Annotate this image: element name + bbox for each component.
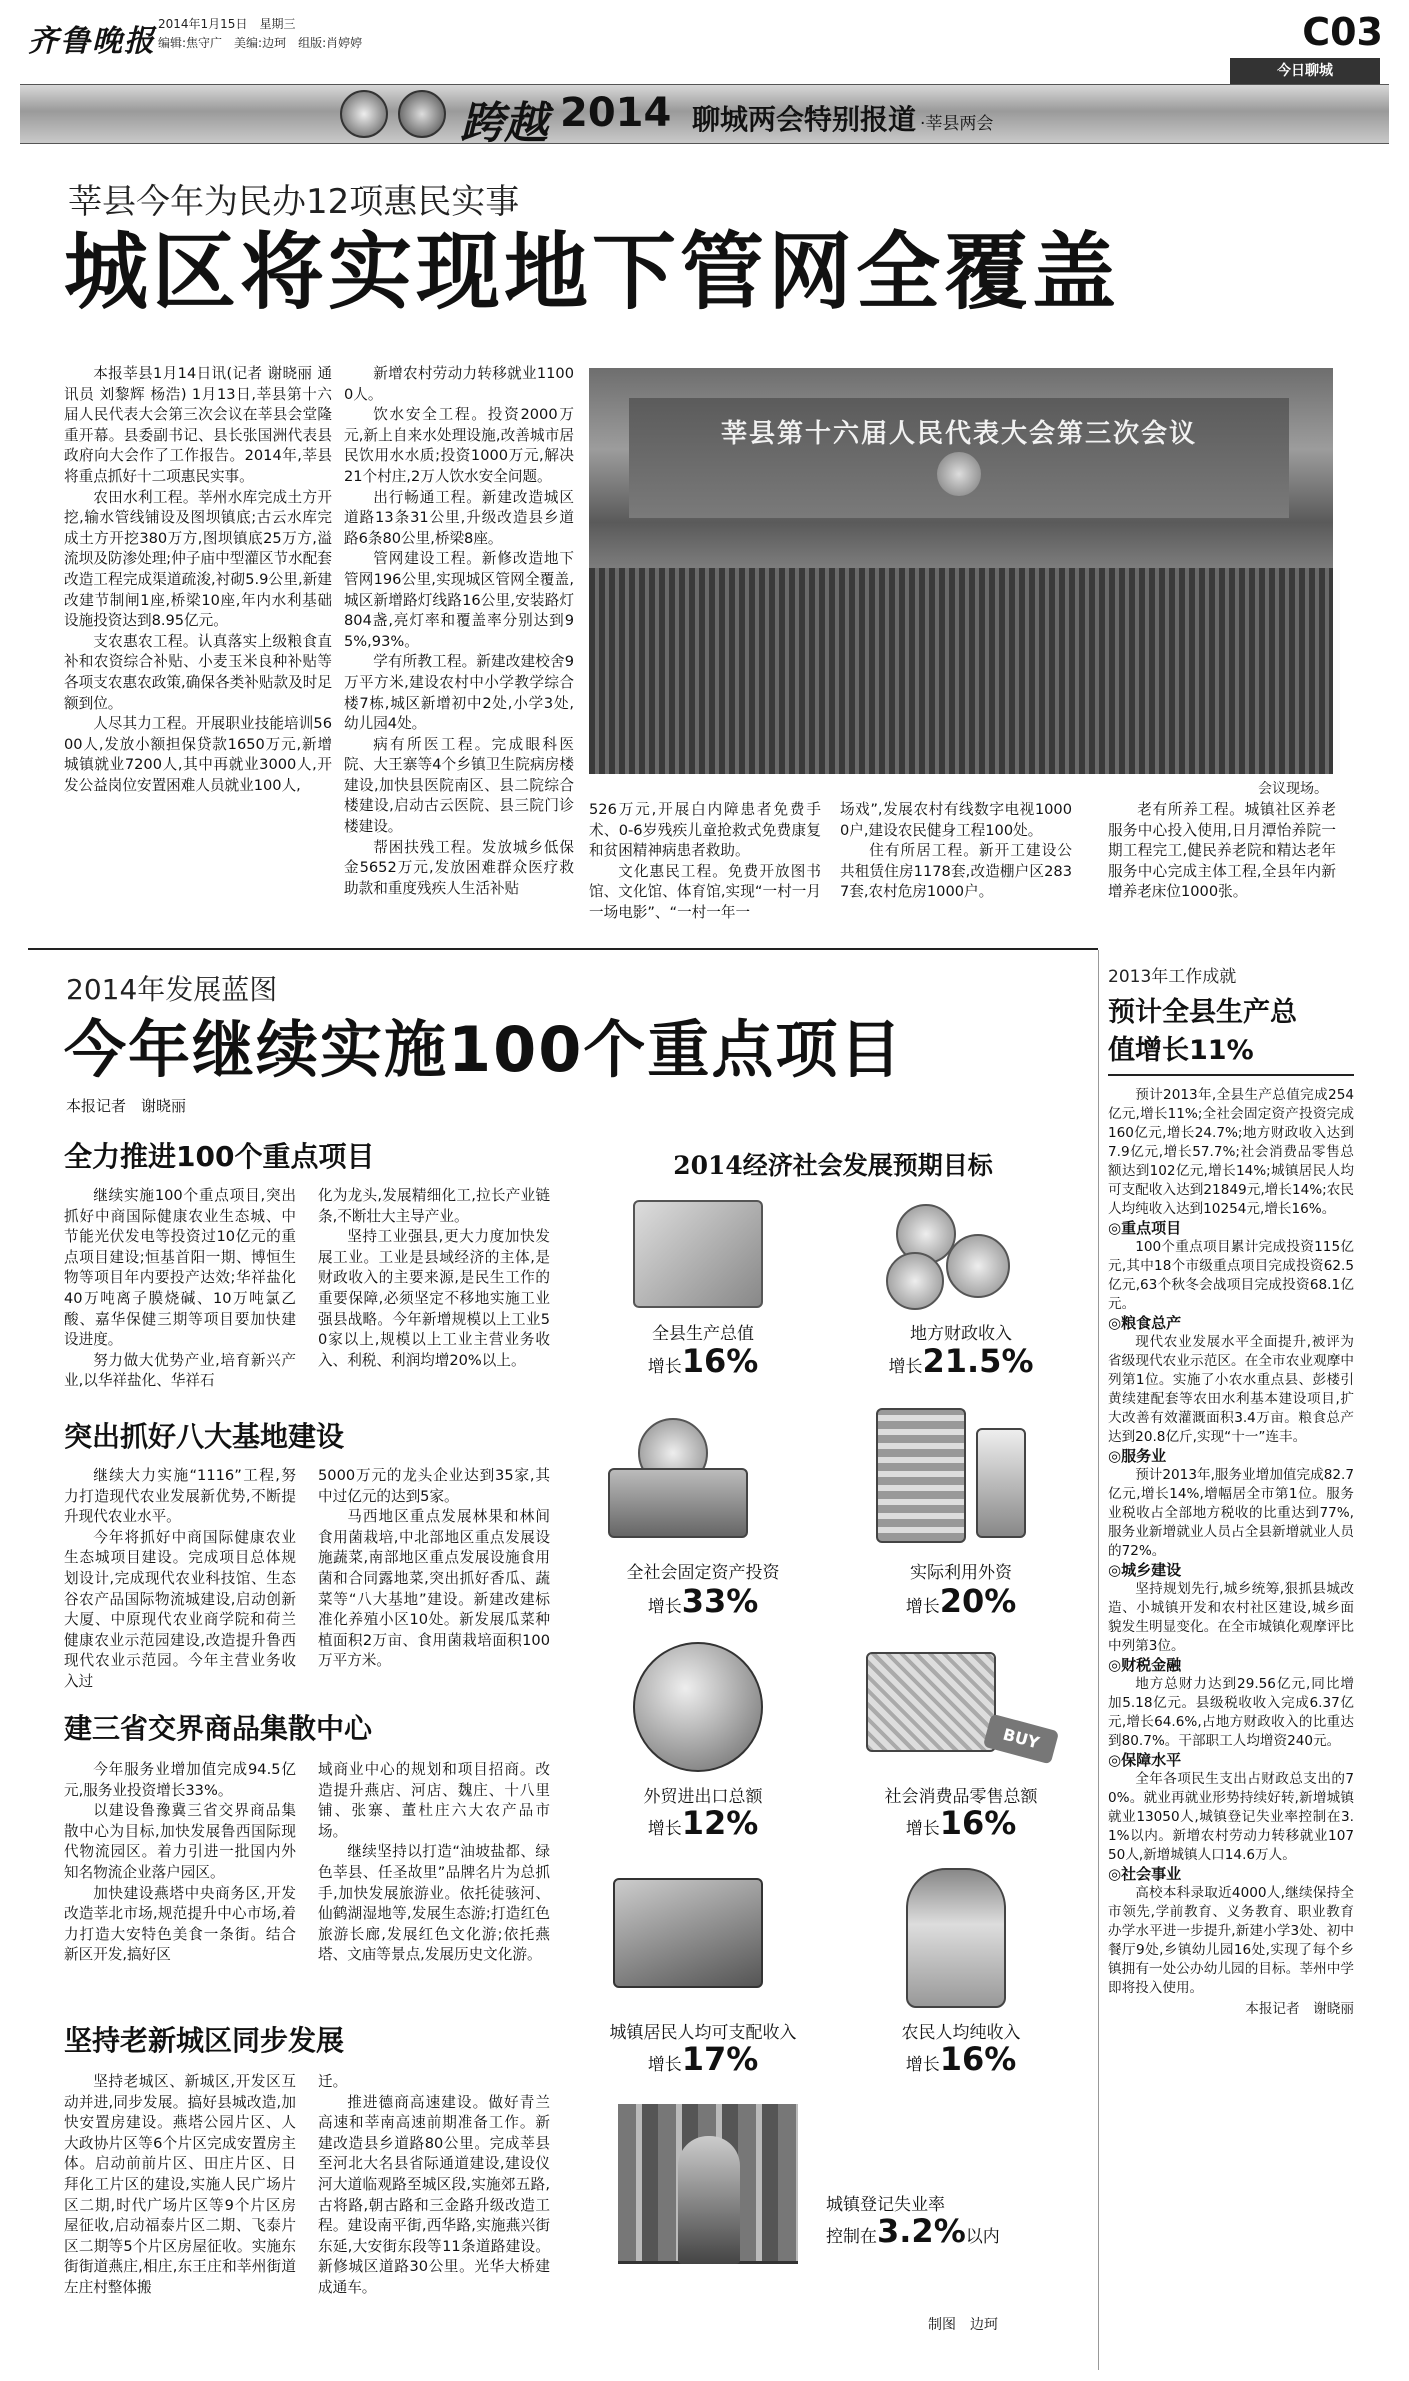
sidebar-item-title: ◎粮食总产 <box>1108 1314 1182 1332</box>
s3-col2 <box>318 1760 550 1966</box>
paragraph: 5000万元的龙头企业达到35家,其中过亿元的达到5家。 <box>318 1467 550 1505</box>
emblem-icon <box>340 90 388 138</box>
sidebar-item-title: ◎城乡建设 <box>1108 1561 1182 1579</box>
globe-icon <box>633 1642 763 1772</box>
tile-value <box>836 1804 1086 1842</box>
tile-value-number: 16% <box>681 1342 759 1380</box>
paragraph: 新增农村劳动力转移就业11000人。 <box>344 365 574 403</box>
tile-label: 全社会固定资产投资 <box>626 1563 780 1583</box>
photo-caption: 会议现场。 <box>1258 781 1328 797</box>
tile-prefix: 增长 <box>647 1597 682 1617</box>
tile-value-number: 17% <box>681 2040 759 2078</box>
paragraph: 继续大力实施“1116”工程,努力打造现代农业发展新优势,不断提升现代农业水平。 <box>64 1467 296 1526</box>
tile-fiscal <box>836 1194 1086 1394</box>
tile-label: 城镇居民人均可支配收入 <box>609 2023 797 2043</box>
paragraph: 努力做大优势产业,培育新兴产业,以华祥盐化、华祥石 <box>64 1351 296 1390</box>
s2-col2 <box>318 1466 550 1672</box>
tile-prefix: 增长 <box>647 1819 682 1839</box>
unemployment-prefix: 控制在 <box>826 2227 877 2247</box>
dollar-sign-icon <box>976 1428 1026 1538</box>
buy-tag-label: BUY <box>1000 1724 1042 1753</box>
conference-photo <box>589 368 1333 774</box>
paragraph: 100个重点项目累计完成投资115亿元,其中18个市级重点项目完成投资62.5亿元,63个秋冬会战项目完成投资68.1亿元。 <box>1108 1239 1354 1312</box>
sidebar-byline: 本报记者 谢晓丽 <box>1245 2001 1354 2017</box>
sidebar-divider <box>1098 950 1099 2370</box>
editor-line: 编辑:焦守广 美编:边珂 组版:肖婷婷 <box>158 36 363 50</box>
tile-retail <box>836 1642 1086 1852</box>
subhead-3: 建三省交界商品集散中心 <box>64 1712 373 1745</box>
paragraph: 526万元,开展白内障患者免费手术、0-6岁残疾儿童抢救式免费康复和贫困精神病患者救助。 <box>589 801 821 860</box>
paragraph: 地方总财力达到29.56亿元,同比增加5.18亿元。县级税收收入完成6.37亿元,增长64.6%,占地方财政收入的比重达到80.7%。干部职工人均增资240元。 <box>1108 1676 1354 1749</box>
paragraph: 现代农业发展水平全面提升,被评为省级现代农业示范区。在全市农业观摩中列第1位。实施了小农水重点县、彭楼引黄续建配套等农田水利基本建设项目,扩大改善有效灌溉面积3.4万亩。粮食总产达到20.8亿斤,实现“十一”连丰。 <box>1108 1334 1354 1445</box>
chart-icon <box>633 1200 763 1308</box>
bar-chart-icon <box>608 1468 748 1538</box>
story1-kicker: 莘县今年为民办12项惠民实事 <box>68 182 520 222</box>
sidebar <box>1108 962 1354 2367</box>
paragraph: 全年各项民生支出占财政总支出的70%。就业再就业形势持续好转,新增城镇就业13050人,城镇登记失业率控制在3.1%以内。新增农村劳动力转移就业10750人,新增城镇人口14.6万人。 <box>1108 1771 1354 1863</box>
paragraph: 支农惠农工程。认真落实上级粮食直补和农资综合补贴、小麦玉米良种补贴等各项支农惠农政策,确保各类补贴款及时足额到位。 <box>64 632 332 712</box>
paragraph: 今年服务业增加值完成94.5亿元,服务业投资增长33%。 <box>64 1761 296 1799</box>
story2-kicker: 2014年发展蓝图 <box>66 973 278 1006</box>
story1-col4 <box>840 800 1072 903</box>
banner-stylized: 跨越 <box>460 98 548 149</box>
story1-headline: 城区将实现地下管网全覆盖 <box>64 223 1121 321</box>
sidebar-item-title: ◎服务业 <box>1108 1447 1167 1465</box>
tile-urban-income <box>578 1868 828 2088</box>
s1-col1 <box>64 1186 296 1392</box>
shopping-cart-icon <box>866 1652 996 1752</box>
banner-sub: ·莘县两会 <box>920 114 994 134</box>
paragraph: 饮水安全工程。投资2000万元,新上自来水处理设施,改善城市居民饮用水水质;投资1000万元,解决21个村庄,2万人饮水安全问题。 <box>344 406 574 485</box>
paragraph: 人尽其力工程。开展职业技能培训5600人,发放小额担保贷款1650万元,新增城镇就业7200人,其中再就业3000人,开发公益岗位安置困难人员就业100人, <box>64 715 332 794</box>
tile-label: 全县生产总值 <box>652 1324 754 1344</box>
tile-value-number: 33% <box>681 1582 759 1620</box>
audience <box>589 568 1333 774</box>
farmer-icon <box>906 1868 1006 2008</box>
wallet-icon <box>613 1878 763 1988</box>
buy-tag <box>983 1714 1059 1765</box>
photo-banner-text: 莘县第十六届人民代表大会第三次会议 <box>720 419 1197 449</box>
paragraph: 本报莘县1月14日讯(记者 谢晓丽 通讯员 刘黎辉 杨浩) 1月13日,莘县第十六届人民代表大会第三次会议在莘县会堂隆重开幕。县委副书记、县长张国洲代表县政府向大会作了工作报告。2014年,莘县将重点抓好十二项惠民实事。 <box>64 365 332 485</box>
story1-col5 <box>1108 800 1336 903</box>
tile-label: 地方财政收入 <box>910 1324 1012 1344</box>
subhead-1: 全力推进100个重点项目 <box>64 1140 375 1173</box>
s3-col1 <box>64 1760 296 1966</box>
paragraph: 老有所养工程。城镇社区养老服务中心投入使用,日月潭怡养院一期工程完工,健民养老院和精达老年服务中心完成主体工程,全县年内新增养老床位1000张。 <box>1108 801 1336 901</box>
tile-label: 外贸进出口总额 <box>643 1787 763 1807</box>
s4-col2 <box>318 2072 550 2299</box>
person-icon <box>678 2136 740 2264</box>
story1-col3 <box>589 800 821 924</box>
tile-value-number: 16% <box>939 2040 1017 2078</box>
tile-prefix: 增长 <box>905 1819 940 1839</box>
paragraph: 以建设鲁豫冀三省交界商品集散中心为目标,加快发展鲁西国际现代物流园区。着力引进一批国内外知名物流企业落户园区。 <box>64 1802 296 1881</box>
subhead-2: 突出抓好八大基地建设 <box>64 1420 345 1453</box>
s1-col2 <box>318 1186 550 1371</box>
infographic <box>578 1146 1088 2366</box>
tile-rural-income <box>836 1868 1086 2088</box>
story1-col2 <box>344 364 574 897</box>
paragraph: 马西地区重点发展林果和林间食用菌栽培,中北部地区重点发展设施蔬菜,南部地区重点发展设施食用菌和合同露地菜,突出抓好香瓜、蔬菜等“八大基地”建设。新建改建标准化养殖小区10处。新发展瓜菜种植面积2万亩、食用菌栽培面积100万平方米。 <box>318 1508 550 1670</box>
paragraph: 化为龙头,发展精细化工,拉长产业链条,不断壮大主导产业。 <box>318 1187 550 1225</box>
paragraph: 农田水利工程。莘州水库完成土方开挖,输水管线铺设及图坝镇底;古云水库完成土方开挖380万方,图坝镇底25万方,溢流坝及防渗处理;仲子庙中型灌区节水配套改造工程完成渠道疏浚,衬砌5.9公里,新建改建节制闸1座,桥梁10座,年内水利基础设施投资达到8.95亿元。 <box>64 488 332 630</box>
paragraph: 继续坚持以打造“油坡盐都、绿色莘县、任圣故里”品牌名片为总抓手,加快发展旅游业。依托徒骇河、仙鹤湖湿地等,发展生态游;打造红色旅游长廊,发展红色文化游;依托燕塔、文庙等景点,发展历史文化游。 <box>318 1843 550 1964</box>
coin-stack-icon <box>886 1252 944 1310</box>
tile-value <box>578 2040 828 2078</box>
divider <box>28 948 1098 950</box>
tile-value-number: 20% <box>939 1582 1017 1620</box>
coin-stack-icon <box>946 1234 1010 1298</box>
sidebar-rule <box>1108 1074 1354 1076</box>
unemployment-number: 3.2% <box>877 2212 966 2250</box>
section-tag <box>1230 58 1380 84</box>
paragraph: 坚持规划先行,城乡统筹,狠抓县城改造、小城镇开发和农村社区建设,城乡面貌发生明显变化。在全市城镇化观摩评比中列第3位。 <box>1108 1581 1354 1654</box>
subhead-4: 坚持老新城区同步发展 <box>64 2024 345 2057</box>
tile-gdp <box>578 1194 828 1394</box>
sidebar-body <box>1108 1086 1354 2019</box>
sidebar-item-title: ◎社会事业 <box>1108 1865 1182 1883</box>
paragraph: 文化惠民工程。免费开放图书馆、文化馆、体育馆,实现“一村一月一场电影”、“一村一年一 <box>589 862 821 921</box>
banner-year: 2014 <box>560 90 672 136</box>
paragraph: 住有所居工程。新开工建设公共租赁住房1178套,改造棚户区2837套,农村危房1000户。 <box>840 842 1072 901</box>
tile-value-number: 12% <box>681 1804 759 1842</box>
paragraph: 继续实施100个重点项目,突出抓好中商国际健康农业生态城、中节能光伏发电等投资过10亿元的重点项目建设;恒基首阳一期、博恒生物等项目年内要投产达效;华祥盐化40万吨离子膜烧碱、10万吨氯乙酸、嘉华保健三期等项目要加快建设进度。 <box>64 1187 296 1349</box>
newspaper-logo: 齐鲁晚报 <box>28 24 156 59</box>
tile-value <box>836 1582 1086 1620</box>
tile-prefix: 增长 <box>888 1357 923 1377</box>
section-tag-label: 今日聊城 <box>1277 63 1333 79</box>
paragraph: 加快建设燕塔中央商务区,开发改造莘北市场,规范提升中心市场,着力打造大安特色美食一条街。结合新区开发,搞好区 <box>64 1884 296 1964</box>
tile-value <box>578 1804 828 1842</box>
paragraph: 域商业中心的规划和项目招商。改造提升燕店、河店、魏庄、十八里铺、张寨、董杜庄六大农产品市场。 <box>318 1761 550 1840</box>
paragraph: 帮困扶残工程。发放城乡低保金5652万元,发放困难群众医疗救助款和重度残疾人生活补贴 <box>344 838 574 897</box>
story2-byline: 本报记者 谢晓丽 <box>66 1097 187 1115</box>
paragraph: 今年将抓好中商国际健康农业生态城项目建设。完成项目总体规划设计,完成现代农业科技馆、生态谷农产品国际物流城建设,启动创新大厦、中原现代农业商学院和荷兰健康农业示范园建设,改造提升鲁西现代农业示范园。今年主营业务收入过 <box>64 1528 296 1690</box>
paragraph: 坚持工业强县,更大力度加快发展工业。工业是县域经济的主体,是财政收入的主要来源,是民生工作的重要保障,必须坚定不移地实施工业强县战略。今年新增规模以上工业50家以上,规模以上工业主营业务收入、利税、利润均增20%以上。 <box>318 1228 550 1369</box>
sidebar-item-title: ◎重点项目 <box>1108 1219 1182 1237</box>
paragraph: 预计2013年,全县生产总值完成254亿元,增长11%;全社会固定资产投资完成160亿元,增长24.7%;地方财政收入达到7.9亿元,增长57.7%;社会消费品零售总额达到102亿元,增长14%;城镇居民人均可支配收入达到21849元,增长14%;农民人均纯收入达到10254元,增长16%。 <box>1108 1087 1354 1217</box>
tile-value <box>578 1582 828 1620</box>
tile-value <box>836 2040 1086 2078</box>
tile-value <box>578 1342 828 1380</box>
banner-title: 聊城两会特别报道 <box>692 103 917 136</box>
infographic-credit: 制图 边珂 <box>928 2317 998 2333</box>
page-code: C03 <box>1302 10 1383 54</box>
building-icon <box>876 1408 966 1543</box>
tile-label: 实际利用外资 <box>910 1563 1012 1583</box>
s4-col1 <box>64 2072 296 2299</box>
unemployment-value <box>826 2212 1000 2250</box>
unemployment-suffix: 以内 <box>965 2227 1000 2247</box>
tile-prefix: 增长 <box>905 2055 940 2075</box>
paragraph: 学有所教工程。新建改建校舍9万平方米,建设农村中小学教学综合楼7栋,城区新增初中2处,小学3处,幼儿园4处。 <box>344 653 574 733</box>
paragraph: 预计2013年,服务业增加值完成82.7亿元,增长14%,增幅居全市第1位。服务业税收占全部地方税收的比重达到77%,服务业新增就业人员占全县新增就业人员的72%。 <box>1108 1467 1354 1559</box>
special-report-banner <box>20 84 1389 149</box>
stage-emblem-icon <box>937 452 981 496</box>
tile-trade <box>578 1642 828 1852</box>
tile-value <box>836 1342 1086 1380</box>
emblem-icon <box>398 90 446 138</box>
tile-label: 社会消费品零售总额 <box>884 1787 1038 1807</box>
story1-col1 <box>64 364 332 824</box>
tile-label: 农民人均纯收入 <box>901 2023 1021 2043</box>
paragraph: 高校本科录取近4000人,继续保持全市领先,学前教育、义务教育、职业教育办学水平进一步提升,新建小学3处、初中餐厅9处,乡镇幼儿园16处,实现了每个乡镇拥有一处公办幼儿园的目标。莘州中学即将投入使用。 <box>1108 1885 1354 1996</box>
date-line: 2014年1月15日 星期三 <box>158 17 296 31</box>
paragraph: 管网建设工程。新修改造地下管网196公里,实现城区管网全覆盖,城区新增路灯线路16公里,安装路灯804盏,亮灯率和覆盖率分别达到95%,93%。 <box>344 550 574 650</box>
unemployment-label: 城镇登记失业率 <box>826 2195 945 2215</box>
tile-prefix: 增长 <box>647 2055 682 2075</box>
story2-headline: 今年继续实施100个重点项目 <box>64 1013 904 1086</box>
masthead <box>28 10 1383 64</box>
tile-prefix: 增长 <box>647 1357 682 1377</box>
tile-value-number: 21.5% <box>922 1342 1034 1380</box>
tile-investment <box>578 1408 828 1628</box>
paragraph: 病有所医工程。完成眼科医院、大王寨等4个乡镇卫生院病房楼建设,加快县医院南区、县二院综合楼建设,启动古云医院、县三院门诊楼建设。 <box>344 735 574 836</box>
paragraph: 出行畅通工程。新建改造城区道路13条31公里,升级改造县乡道路6条80公里,桥梁8座。 <box>344 488 574 547</box>
paragraph: 坚持老城区、新城区,开发区互动并进,同步发展。搞好县城改造,加快安置房建设。燕塔公园片区、人大政协片区等6个片区完成安置房主体。启动前前片区、田庄片区、日拜化工片区的建设,实施人民广场片区二期,时代广场片区等9个片区房屋征收,启动福泰片区二期、飞泰片区二期等5个片区房屋征收。实施东街街道燕庄,相庄,东王庄和莘州街道左庄村整体搬 <box>64 2073 296 2296</box>
s2-col1 <box>64 1466 296 1693</box>
infographic-title: 2014经济社会发展预期目标 <box>673 1151 993 1180</box>
tile-foreign <box>836 1408 1086 1628</box>
tile-prefix: 增长 <box>905 1597 940 1617</box>
sidebar-item-title: ◎保障水平 <box>1108 1751 1182 1769</box>
paragraph: 推进德商高速建设。做好青兰高速和莘南高速前期准备工作。新建改造县乡道路80公里。完成莘县至河北大名县省际通道建设,建设仪河大道临观路至城区段,实施郊五路,古将路,朝古路和三金路升级改造工程。建设南平街,西华路,实施燕兴街东延,大安街东段等11条道路建设。新修城区道路30公里。光华大桥建成通车。 <box>318 2093 550 2296</box>
sidebar-item-title: ◎财税金融 <box>1108 1656 1182 1674</box>
paragraph: 场戏”,发展农村有线数字电视10000户,建设农民健身工程100处。 <box>840 801 1072 839</box>
paragraph: 迁。 <box>318 2073 348 2090</box>
sidebar-headline: 预计全县生产总值增长11% <box>1108 997 1297 1066</box>
sidebar-kicker: 2013年工作成就 <box>1108 967 1237 987</box>
tile-value-number: 16% <box>939 1804 1017 1842</box>
